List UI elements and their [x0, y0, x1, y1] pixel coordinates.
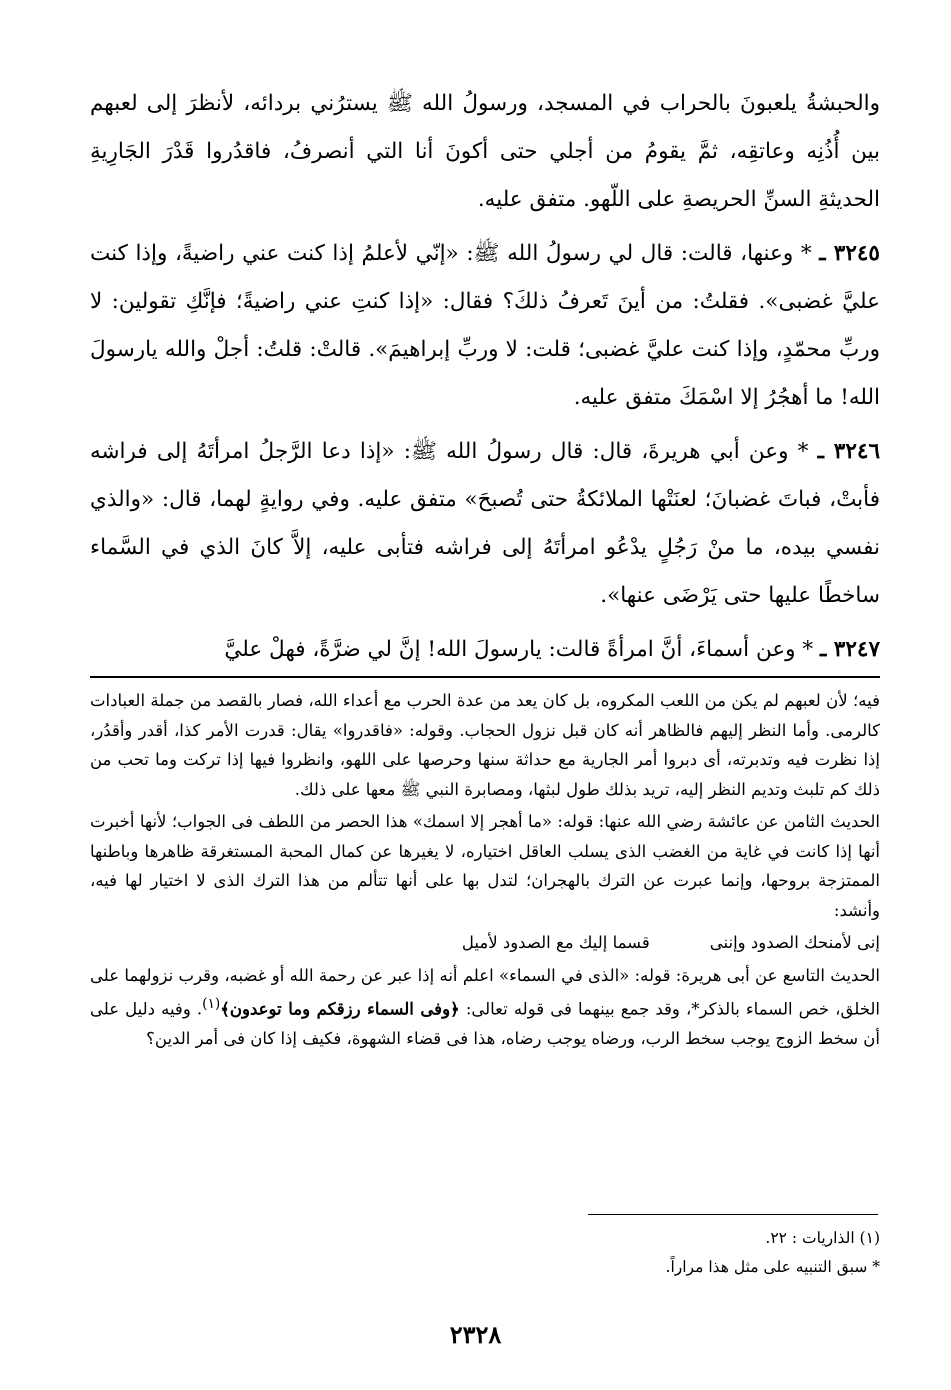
commentary-text: . وفيه دليل على أن سخط الزوج يوجب سخط الرب، ورضاه يوجب رضاه، هذا فى قضاء الشهوة، فكيف إذا كان فى أمر الدين؟: [90, 999, 880, 1048]
hadith-text: * وعن أبي هريرةَ، قال: قال رسولُ الله ﷺ: «إذا دعا الرَّجلُ امرأتَهُ إلى فراشه فأبتْ، فباتَ غضبانَ؛ لعنَتْها الملائكةُ حتى تُصبحَ» متفق عليه. وفي روايةٍ لهما، قال: «والذي نفسي بيده، ما منْ رَجُلٍ يدْعُو امرأتَهُ إلى فراشه فتأبى عليه، إلاَّ كانَ الذي في السَّماء ساخطًا عليها حتى يَرْضَى عنها».: [90, 439, 880, 608]
hadith-text: * وعنها، قالت: قال لي رسولُ الله ﷺ: «إنّي لأعلمُ إذا كنت عني راضيةً، وإذا كنت عليَّ غضبى». فقلتُ: من أينَ تَعرفُ ذلكَ؟ فقال: «إذا كنتِ عني راضيةً؛ فإنَّكِ تقولين: لا وربِّ محمّدٍ، وإذا كنت عليَّ غضبى؛ قلت: لا وربِّ إبراهيمَ». قالتْ: قلتُ: أجلْ والله يارسولَ الله! ما أهجُرُ إلا اسْمَكَ متفق عليه.: [90, 241, 880, 410]
poem-second-hemistich: قسما إليك مع الصدود لأميل: [461, 933, 650, 952]
commentary-paragraph: [90, 961, 880, 1054]
footnotes: [380, 1224, 880, 1282]
commentary-paragraph: الحديث الثامن عن عائشة رضي الله عنها: قوله: «ما أهجر إلا اسمك» هذا الحصر من اللطف فى الجواب؛ لأنها أخبرت أنها إذا كانت في غاية من الغضب الذى يسلب العاقل اختياره، لا يغيرها عن كمال المحبة المستغرقة ظاهرها وباطنها الممتزجة بروحها، وإنما عبرت عن الترك بالهجران؛ لتدل بها على أنها تتألم من هذا الترك الذى لا اختيار لها فيه، وأنشد:: [90, 812, 880, 920]
hadith-text: والحبشةُ يلعبونَ بالحراب في المسجد، ورسولُ الله ﷺ يسترُني بردائه، لأنظرَ إلى لعبهم بين أُذُنِه وعاتقِه، ثمَّ يقومُ من أجلي حتى أكونَ أنا التي أنصرفُ، فاقدُروا قَدْرَ الجَارِيةِ الحديثةِ السنِّ الحريصةِ على اللّهو. متفق عليه.: [90, 91, 880, 212]
footnote-divider: [588, 1214, 878, 1215]
hadith-number: ٣٢٤٧ ـ: [820, 637, 880, 662]
hadith-3247: [90, 626, 880, 674]
page-number: ٢٣٢٨: [449, 1320, 502, 1349]
footnote-1: (١) الذاريات : ٢٢.: [765, 1229, 880, 1247]
commentary-text: الحديث التاسع عن أبى هريرة: قوله: «الذى في السماء» اعلم أنه إذا عبر عن رحمة الله أو غضبه، وقرب نزولهما على الخلق، خص السماء بالذكر*، وقد جمع بينهما فى قوله تعالى:: [90, 965, 880, 1019]
commentary: [90, 686, 880, 1057]
footnote-star: * سبق التنبيه على مثل هذا مراراً.: [665, 1258, 880, 1276]
poem-verse: [90, 928, 880, 958]
quran-verse: ﴿وفى السماء رزقكم وما توعدون﴾: [220, 999, 460, 1019]
main-text: [90, 80, 880, 680]
commentary-divider: [90, 676, 880, 678]
hadith-number: ٣٢٤٥ ـ: [819, 241, 880, 266]
footnote-ref[interactable]: (١): [202, 996, 221, 1012]
poem-first-hemistich: إنى لأمنحك الصدود وإننى: [709, 933, 880, 952]
hadith-text: * وعن أسماءَ، أنَّ امرأةً قالت: يارسولَ الله! إنَّ لي ضرَّةً، فهلْ عليَّ: [224, 637, 814, 662]
hadith-block: [90, 80, 880, 674]
hadith-3246: [90, 428, 880, 620]
hadith-number: ٣٢٤٦ ـ: [817, 439, 880, 464]
commentary-paragraph: فيه؛ لأن لعبهم لم يكن من اللعب المكروه، بل كان يعد من عدة الحرب مع أعداء الله، فصار بالقصد من جملة العبادات كالرمى. وأما النظر إليهم فالظاهر أنه كان قبل نزول الحجاب. وقوله: «فاقدروا» يقال: قدرت الأمر كذا، أقدر وأقدُر، إذا نظرت فيه وتدبرته، أى دبروا أمر الجارية مع حداثة سنها وحرصها على اللهو، وانظروا فيها إذا تركت وما تحب من ذلك كم تلبث وتديم النظر إليه، تريد بذلك طول لبثها، ومصابرة النبي ﷺ معها على ذلك.: [90, 691, 880, 799]
hadith-3244-continuation: [90, 80, 880, 224]
hadith-3245: [90, 230, 880, 422]
